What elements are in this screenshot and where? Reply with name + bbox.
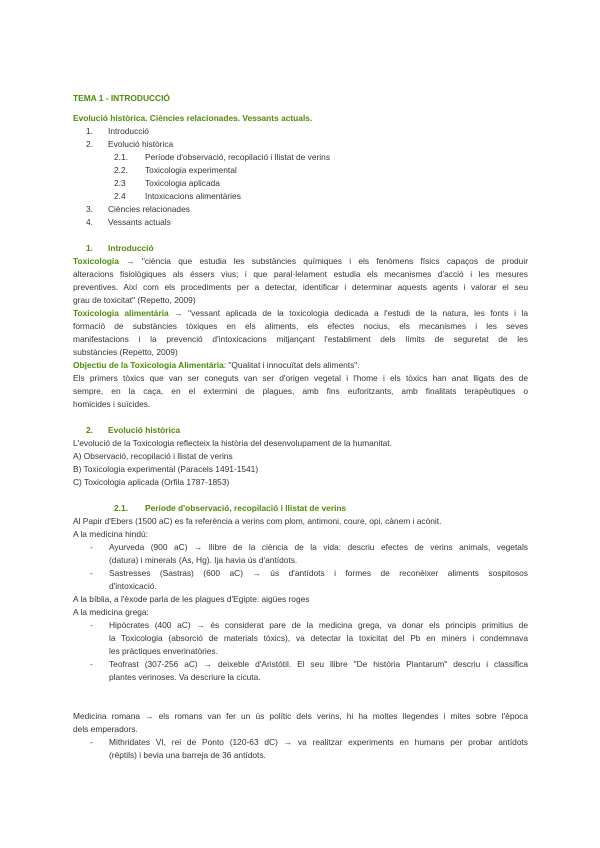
paragraph-line: preventives. Així com els procediments per a detectar, identificar i determinar aquests agents i valorar el seu: [73, 282, 528, 292]
bullet-line: la Toxicologia (absorció de materials tòxics), va detectar la toxicitat del Pb en miners i condemnava: [109, 633, 528, 643]
toc-item: 1. Introducció: [86, 126, 149, 136]
paragraph-line: homicides i suïcides.: [73, 399, 151, 409]
bullet-dash: -: [90, 620, 93, 630]
bullet-line: Mithridates VI, rei de Ponto (120-63 dC) → va realitzar experiments en humans per probar antídots: [109, 737, 528, 747]
bullet-line: Hipòcrates (400 aC) → és considerat pare de la medicina grega, va donar els principis primitius de: [109, 620, 528, 630]
bullet-line: Teofrast (307-256 aC) → deixeble d'Aristòtil. El seu llibre "De història Plantarum" descriu i classifica: [109, 659, 528, 669]
paragraph-line: manifestacions i la prevenció d'intoxicacions mitjançant l'establiment dels límits de seguretat de les: [73, 334, 528, 344]
bullet-line: d'intoxicació.: [109, 581, 157, 591]
paragraph-line: A la medicina grega:: [73, 607, 149, 617]
bullet-line: plantes verinoses. Va descriure la cicuta.: [109, 672, 261, 682]
bullet-dash: -: [90, 568, 93, 578]
bullet-dash: -: [90, 659, 93, 669]
toc-item: 3. Ciències relacionades: [86, 204, 190, 214]
toc-item: 2. Evolució històrica: [86, 139, 174, 149]
toc-item: 2.1. Període d'observació, recopilació i llistat de verins: [114, 152, 331, 162]
section-heading-periode: 2.1. Període d'observació, recopilació i llistat de verins: [114, 503, 347, 513]
bullet-line: Ayurveda (900 aC) → llibre de la ciència de la vida: descriu efectes de verins animals, vegetals: [109, 542, 528, 552]
term-objectiu: Objectiu de la Toxicologia Alimentària: [73, 360, 224, 370]
toc-item: 2.4 Intoxicacions alimentàries: [114, 191, 241, 201]
paragraph-line: A la medicina hindú:: [73, 529, 148, 539]
paragraph-line: Toxicologia → "ciència que estudia les substàncies químiques i els fenòmens físics capaços de produir: [73, 256, 528, 266]
paragraph-line: grau de toxicitat" (Repetto, 2009): [73, 295, 196, 305]
paragraph-line: sempre, en la caça, en el extermini de plagues, amb fins euforitzants, amb finalitats terapèutiques o: [73, 386, 528, 396]
term-toxicologia: Toxicologia: [73, 256, 119, 266]
bullet-dash: -: [90, 542, 93, 552]
page-title: TEMA 1 - INTRODUCCIÓ: [73, 93, 170, 103]
paragraph-line: L'evolució de la Toxicologia reflecteix la història del desenvolupament de la humanitat.: [73, 438, 392, 448]
bullet-line: Sastresses (Sastras) (600 aC) → ús d'antídots i formes de reconèixer aliments sospitosos: [109, 568, 528, 578]
paragraph-line: Els primers tòxics que van ser coneguts van ser d'origen vegetal i l'home i els tòxics han anat lligats des de: [73, 373, 528, 383]
toc-item: 4. Vessants actuals: [86, 217, 171, 227]
section-heading-evolucio: 2. Evolució històrica: [86, 425, 181, 435]
list-item: C) Toxicologia aplicada (Orfila 1787-1853): [73, 477, 230, 487]
toc-item: 2.3 Toxicologia aplicada: [114, 178, 220, 188]
paragraph-line: Medicina romana → els romans van fer un ús polític dels verins, hi ha moltes llegendes i mites sobre l'època: [73, 711, 528, 721]
bullet-dash: -: [90, 737, 93, 747]
paragraph-line: dels emperadors.: [73, 724, 138, 734]
bullet-line: (datura) i minerals (As, Hg). Ija havia ús d'antídots.: [109, 555, 298, 565]
paragraph-line: formació de substàncies tòxiques en els aliments, els efectes nocius, els mecanismes i les seves: [73, 321, 528, 331]
paragraph-line: Objectiu de la Toxicologia Alimentària: "Qualitat i innocuïtat dels aliments".: [73, 360, 360, 370]
bullet-line: les pràctiques enverinatòries.: [109, 646, 218, 656]
list-item: A) Observació, recopilació i llistat de verins: [73, 451, 233, 461]
paragraph-line: Toxicologia alimentària → "vessant aplicada de la toxicologia dedicada a l'estudi de la natura, les fonts i la: [73, 308, 528, 318]
list-item: B) Toxicologia experimental (Paracels 1491-1541): [73, 464, 259, 474]
paragraph-line: A la bíblia, a l'èxode parla de les plagues d'Egipte: aigües roges: [73, 594, 310, 604]
page-subtitle: Evolució històrica. Ciències relacionades. Vessants actuals.: [73, 113, 313, 123]
paragraph-line: alteracions fisiològiques als éssers vius; i que paral·lelament estudia els mecanismes d'acció i les mesures: [73, 269, 528, 279]
bullet-line: (rèptils) i bevia una barreja de 36 antídots.: [109, 750, 266, 760]
paragraph-line: Al Papir d'Ebers (1500 aC) es fa referència a verins com plom, antimoni, coure, opi, cànem i acònit.: [73, 516, 442, 526]
section-heading-introduccio: 1. Introducció: [86, 243, 154, 253]
toc-item: 2.2. Toxicologia experimental: [114, 165, 237, 175]
term-toxicologia-alimentaria: Toxicologia alimentària: [73, 308, 169, 318]
paragraph-line: substàncies (Repetto, 2009): [73, 347, 178, 357]
